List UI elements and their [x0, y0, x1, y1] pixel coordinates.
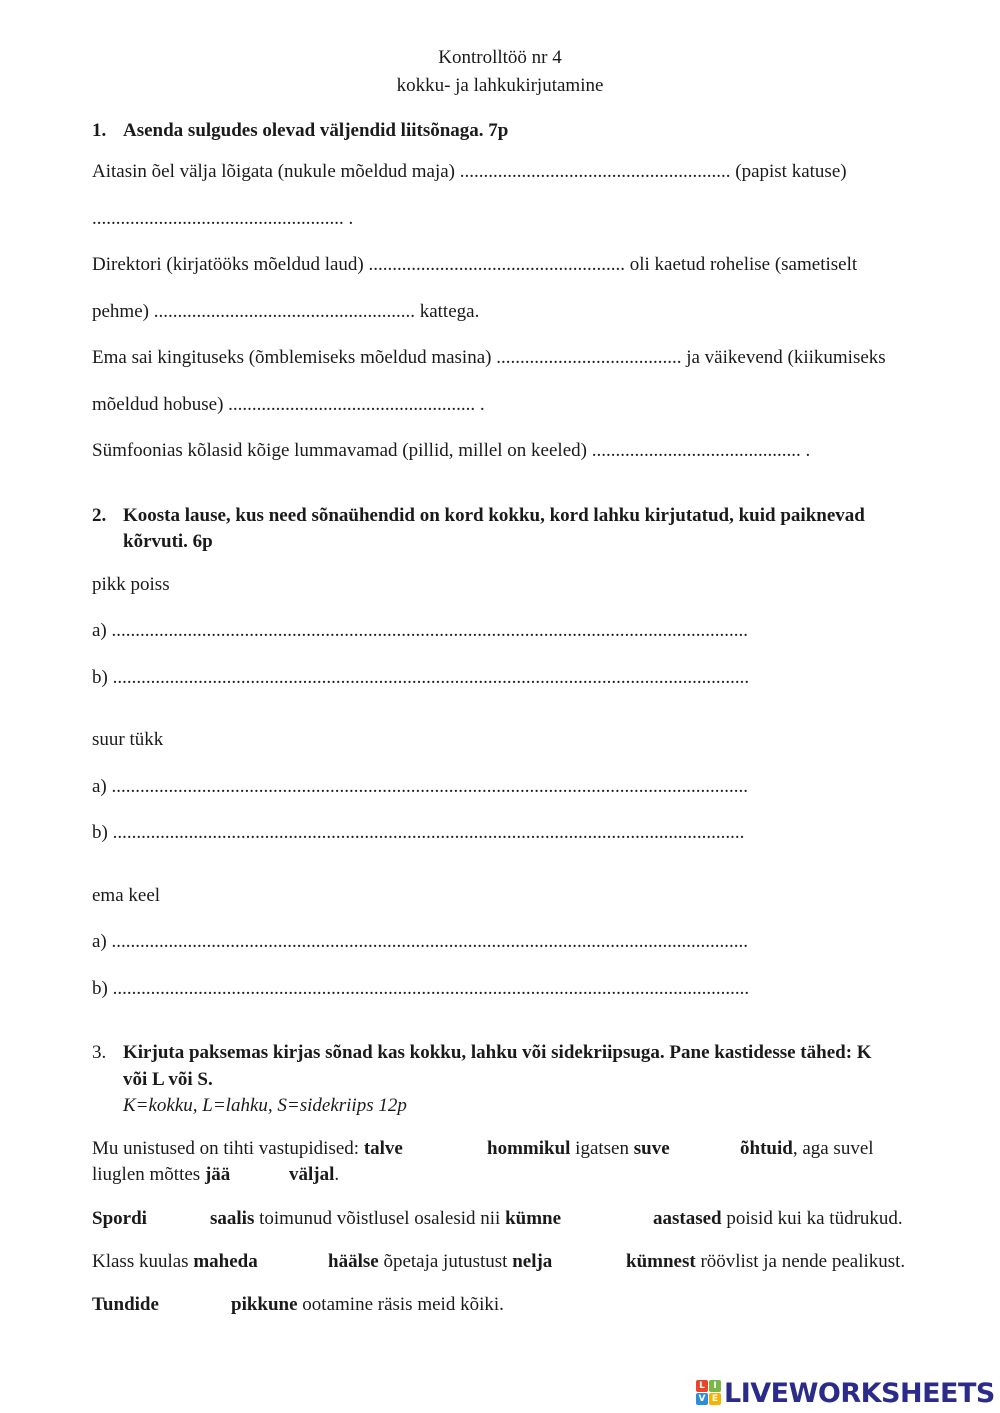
bold-word: kümne: [505, 1208, 562, 1229]
task-2-heading-cont: kõrvuti. 6p: [123, 531, 213, 552]
task-3-heading-cont: või L või S.: [123, 1069, 213, 1090]
phrase-label: ema keel: [92, 885, 161, 906]
sentence-4-part: pikkune ootamine räsis meid kõiki.: [231, 1294, 504, 1315]
task-3-legend: K=kokku, L=lahku, S=sidekriips 12p: [123, 1095, 407, 1116]
task-1-line: pehme) ....................................................... kattega.: [92, 301, 480, 322]
task-2-heading: Koosta lause, kus need sõnaühendid on kord kokku, kord lahku kirjutatud, kuid paiknevad: [123, 505, 865, 526]
sentence-1-part: õhtuid, aga suvel: [740, 1138, 874, 1159]
task-1-line: mõeldud hobuse) .................................................... .: [92, 394, 485, 415]
task-1-line: Ema sai kingituseks (õmblemiseks mõeldud masina) ....................................... ja väikevend (kiikumiseks: [92, 347, 886, 368]
sentence-1-part: hommikul igatsen suve: [487, 1138, 670, 1159]
task-1-line: ..................................................... .: [92, 208, 354, 229]
answer-line-b: b) ......................................................................................................................................: [92, 978, 750, 999]
task-1-line: Direktori (kirjatööks mõeldud laud) ...................................................... oli kaetud rohelise (sametiselt: [92, 254, 858, 275]
answer-line-b: b) ......................................................................................................................................: [92, 667, 750, 688]
sentence-2-part: saalis toimunud võistlusel osalesid nii kümne: [210, 1208, 562, 1229]
sentence-2-part: aastased poisid kui ka tüdrukud.: [653, 1208, 903, 1229]
task-2-number: 2.: [92, 505, 107, 526]
answer-line-a: a) ......................................................................................................................................: [92, 931, 749, 952]
answer-line-a: a) ......................................................................................................................................: [92, 776, 749, 797]
sentence-3-part: häälse õpetaja jutustust nelja: [328, 1251, 553, 1272]
document-title: Kontrolltöö nr 4: [438, 47, 562, 68]
bold-word: õhtuid: [740, 1138, 793, 1159]
bold-word: aastased: [653, 1208, 722, 1229]
bold-word: väljal: [289, 1164, 335, 1185]
bold-word: häälse: [328, 1251, 379, 1272]
sentence-3: Klass kuulas maheda: [92, 1251, 258, 1272]
liveworksheets-logo: [696, 1378, 995, 1408]
bold-word: saalis: [210, 1208, 255, 1229]
answer-line-a: a) ......................................................................................................................................: [92, 620, 749, 641]
sentence-3-part: kümnest röövlist ja nende pealikust.: [626, 1251, 906, 1272]
bold-word: Spordi: [92, 1208, 147, 1229]
sentence-1-cont: liuglen mõttes jää: [92, 1164, 231, 1185]
task-1-line: Sümfoonias kõlasid kõige lummavamad (pillid, millel on keeled) ............................................ .: [92, 440, 811, 461]
task-1-heading: Asenda sulgudes olevad väljendid liitsõnaga. 7p: [123, 120, 509, 141]
bold-word: jää: [204, 1164, 231, 1185]
bold-word: suve: [633, 1138, 670, 1159]
bold-word: pikkune: [231, 1294, 298, 1315]
task-1-line: Aitasin õel välja lõigata (nukule mõeldud maja) ......................................................... (papist katuse): [92, 161, 847, 182]
liveworksheets-logo-icon: L I V E: [696, 1380, 722, 1406]
answer-line-b: b) .....................................................................................................................................: [92, 822, 745, 843]
bold-word: kümnest: [626, 1251, 696, 1272]
task-3-heading: Kirjuta paksemas kirjas sõnad kas kokku, lahku või sidekriipsuga. Pane kastidesse tähed: K: [123, 1042, 872, 1063]
sentence-1: Mu unistused on tihti vastupidised: talve: [92, 1138, 403, 1159]
sentence-1-part: väljal.: [289, 1164, 340, 1185]
task-1-number: 1.: [92, 120, 107, 141]
document-subtitle: kokku- ja lahkukirjutamine: [396, 75, 604, 96]
phrase-label: pikk poiss: [92, 574, 170, 595]
task-3-number: 3.: [92, 1042, 107, 1063]
bold-word: hommikul: [487, 1138, 571, 1159]
phrase-label: suur tükk: [92, 729, 164, 750]
bold-word: maheda: [193, 1251, 258, 1272]
bold-word: nelja: [512, 1251, 553, 1272]
bold-word: talve: [363, 1138, 403, 1159]
bold-word: Tundide: [92, 1294, 159, 1315]
liveworksheets-logo-text: LIVEWORKSHEETS: [724, 1377, 995, 1409]
